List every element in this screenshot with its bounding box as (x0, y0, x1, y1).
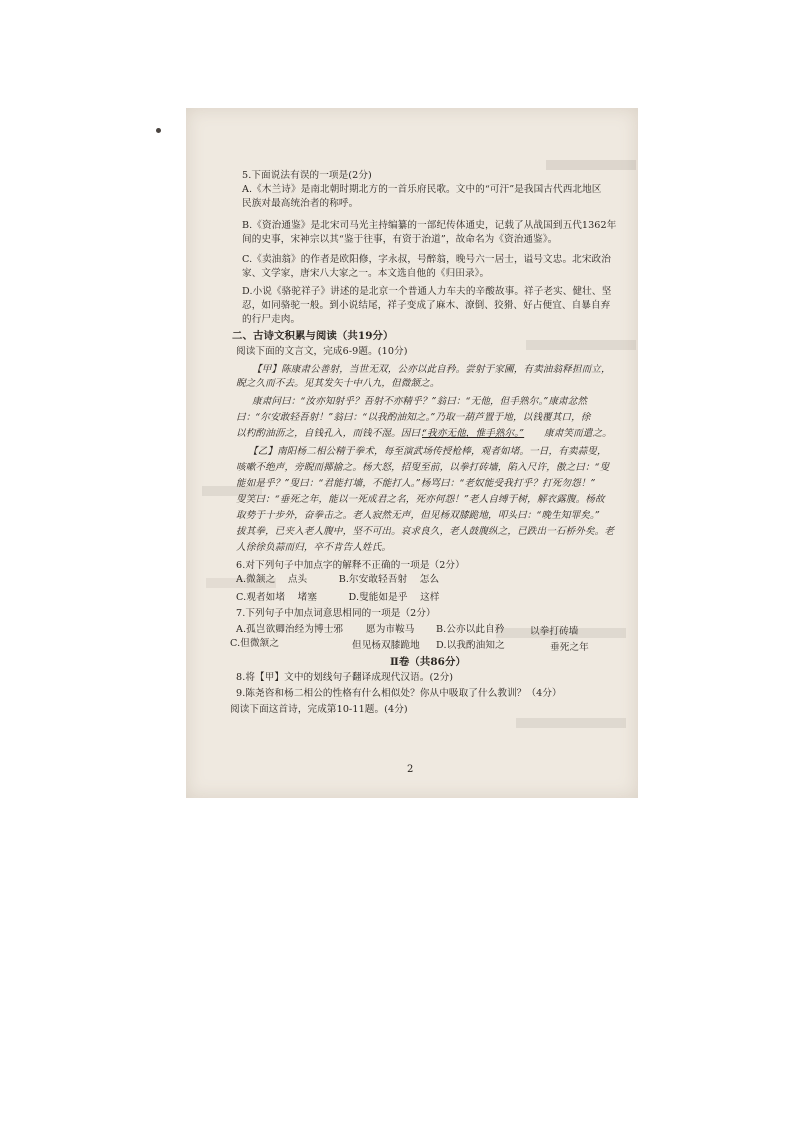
passage-yi-line7: 人徐徐负蒜而归，卒不肯告人姓氏。 (236, 542, 392, 553)
q7-option-b: B.公亦以此自矜 (436, 624, 505, 635)
q5-option-a-line1: A.《木兰诗》是南北朝时期北方的一首乐府民歌。文中的“可汗”是我国古代西北地区 (242, 184, 602, 195)
q5-option-d-line3: 的行尸走肉。 (242, 314, 301, 325)
passage-yi-line3: 能如是乎？”叟曰：“君能打墙，不能打人。”杨骂曰：“老奴能受我打乎？打死勿怨！” (236, 478, 596, 489)
q5-option-c-line2: 家、文学家，唐宋八大家之一。本文选自他的《归田录》。 (242, 268, 490, 279)
passage-yi-line6: 拔其拳，已夹入老人腹中，坚不可出。哀求良久，老人鼓腹纵之，已跌出一石桥外矣。老 (236, 526, 615, 537)
q6-options-ab: A.微颔之 点头 B.尔安敢轻吾射 怎么 (236, 574, 440, 585)
q5-stem: 5.下面说法有误的一项是(2分) (242, 170, 372, 181)
q6-options-cd: C.观者如堵 堵塞 D.叟能如是乎 这样 (236, 592, 440, 603)
q7-option-a-pair: 愿为市鞍马 (366, 624, 415, 635)
q8-stem: 8.将【甲】文中的划线句子翻译成现代汉语。(2分) (236, 672, 454, 683)
q7-option-c: C.但微颔之 (230, 638, 280, 649)
q7-option-c-pair: 但见杨双膝跪地 (352, 640, 420, 651)
passage-jia-line1: 【甲】陈康肃公善射，当世无双，公亦以此自矜。尝射于家圃，有卖油翁释担而立， (252, 364, 611, 375)
q5-option-d-line2: 忍，如同骆驼一般。到小说结尾，祥子变成了麻木、潦倒、狡猾、好占便宜、自暴自弃 (242, 300, 611, 311)
q5-option-d-line1: D.小说《骆驼祥子》讲述的是北京一个普通人力车夫的辛酸故事。祥子老实、健壮、坚 (242, 286, 612, 297)
reading-intro: 阅读下面的文言文，完成6-9题。(10分) (236, 346, 408, 357)
volume-2-heading: Ⅱ卷（共86分） (390, 656, 466, 668)
poem-reading-intro: 阅读下面这首诗，完成第10-11题。(4分) (230, 704, 408, 715)
passage-jia-line5-end: 康肃笑而遣之。 (544, 428, 612, 439)
scanned-page (186, 108, 638, 798)
q5-option-b-line1: B.《资治通鉴》是北宋司马光主持编纂的一部纪传体通史，记载了从战国到五代1362年 (242, 220, 617, 231)
q5-option-a-line2: 民族对最高统治者的称呼。 (242, 198, 359, 209)
passage-jia-line3: 康肃问曰：“汝亦知射乎？吾射不亦精乎？”翁曰：“无他，但手熟尔。”康肃忿然 (252, 396, 588, 407)
passage-yi-line2: 咳嗽不绝声，旁睨而揶揄之。杨大怒，招叟至前，以拳打砖墙，陷入尺许，傲之曰：“叟 (236, 462, 610, 473)
q7-option-d: D.以我酌油知之 (436, 640, 505, 651)
page-number: 2 (407, 764, 414, 775)
passage-jia-underlined-sentence: “我亦无他，惟手熟尔。” (422, 428, 525, 439)
passage-jia-line2: 睨之久而不去。见其发矢十中八九，但微颔之。 (236, 378, 440, 389)
q7-option-b-pair: 以拳打砖墙 (530, 626, 579, 637)
q7-stem: 7.下列句子中加点词意思相同的一项是（2分） (236, 608, 436, 619)
q9-stem: 9.陈尧咨和杨二相公的性格有什么相似处？你从中吸取了什么教训？（4分） (236, 688, 562, 699)
passage-jia-line4: 曰：“尔安敢轻吾射！”翁曰：“以我酌油知之。”乃取一葫芦置于地，以钱覆其口，徐 (236, 412, 591, 423)
q7-option-d-pair: 垂死之年 (550, 642, 589, 653)
section-2-heading: 二、古诗文积累与阅读（共19分） (232, 330, 394, 342)
passage-yi-line1: 【乙】南阳杨二相公精于拳术，每至演武场传授枪棒，观者如堵。一日，有卖蒜叟， (248, 446, 607, 457)
passage-yi-line4: 叟笑曰：“垂死之年，能以一死成君之名，死亦何怨！”老人自缚于树，解衣露腹。杨故 (236, 494, 605, 505)
q5-option-c-line1: C.《卖油翁》的作者是欧阳修，字永叔，号醉翁，晚号六一居士，谥号文忠。北宋政治 (242, 254, 611, 265)
scan-speck (156, 128, 161, 133)
q5-option-b-line2: 间的史事，宋神宗以其“鉴于往事，有资于治道”，故命名为《资治通鉴》。 (242, 234, 558, 245)
q6-stem: 6.对下列句子中加点字的解释不正确的一项是（2分） (236, 560, 465, 571)
passage-jia-line5-start: 以杓酌油沥之，自钱孔入，而钱不湿。因曰： (236, 428, 430, 439)
passage-yi-line5: 取势于十步外，奋拳击之。老人寂然无声，但见杨双膝跪地，叩头曰：“晚生知罪矣。” (236, 510, 600, 521)
q7-option-a: A.孤岂欲卿治经为博士邪 (236, 624, 344, 635)
